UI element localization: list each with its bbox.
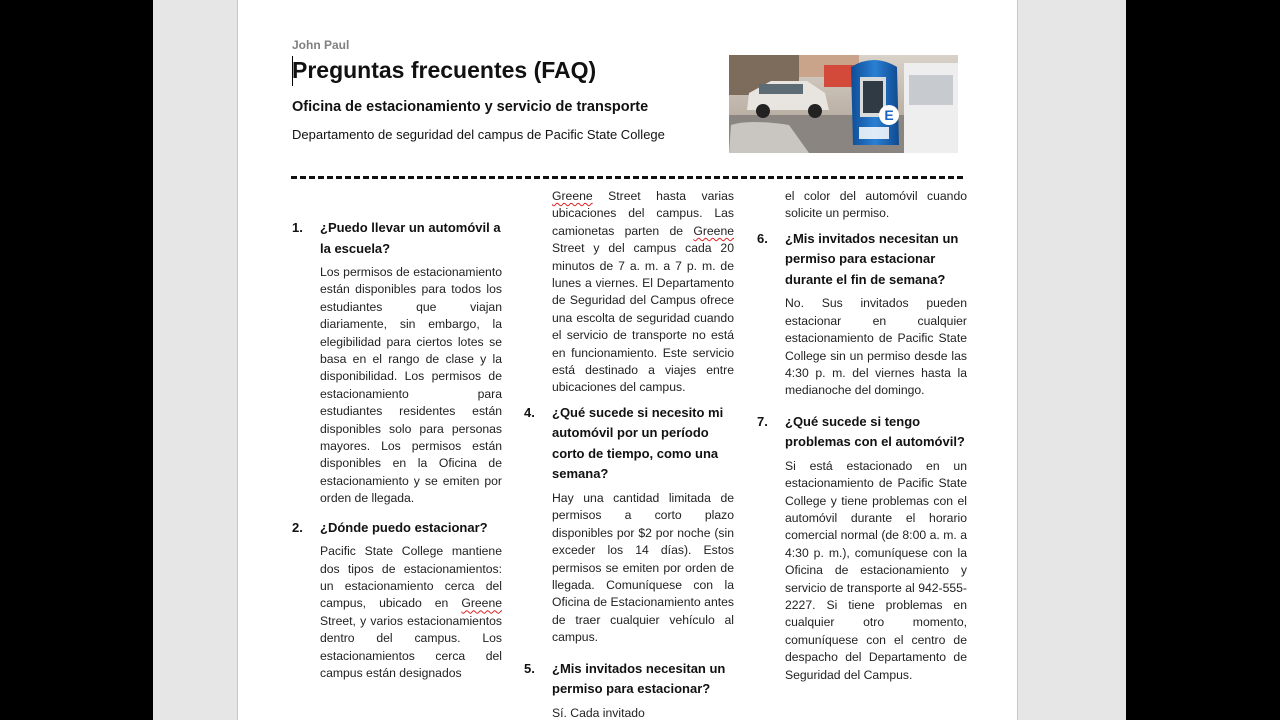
faq-answer-5[interactable]: Sí. Cada invitado xyxy=(552,705,645,720)
question-text: ¿Qué sucede si tengo problemas con el automóvil? xyxy=(785,413,965,450)
faq-question-1[interactable] xyxy=(292,218,502,259)
spellcheck-word[interactable]: Greene xyxy=(461,596,502,611)
faq-column-3 xyxy=(757,186,967,684)
section-divider xyxy=(291,176,963,179)
question-number: 6. xyxy=(757,230,768,246)
faq-question-5[interactable] xyxy=(524,659,734,700)
question-text: ¿Puedo llevar un automóvil a la escuela? xyxy=(320,220,501,256)
faq-column-2 xyxy=(524,186,734,720)
sign-letter: E xyxy=(884,107,894,123)
question-text: ¿Qué sucede si necesito mi automóvil por un período corto de tiempo, como una semana? xyxy=(552,404,724,482)
answer-text: Street, y varios estacionamientos dentro del campus. Los estacionamientos cerca del campus están designados xyxy=(320,613,502,681)
faq-answer-7[interactable]: Si está estacionado en un estacionamiento de Pacific State College y tiene problemas con el automóvil durante el horario comercial normal (de 8:00 a. m. a 4:30 p. m.), comuníquese con la Oficina de estacionamiento y servicio de transporte al 942-555-2227. Si tiene problemas en cualquier otro momento, comuníquese con el centro de despacho del Departamento de Seguridad del Campus. xyxy=(785,458,967,682)
faq-answer-6[interactable]: No. Sus invitados pueden estacionar en cualquier estacionamiento de Pacific State College sin un permiso desde las 4:30 p. m. del viernes hasta la medianoche del domingo. xyxy=(785,296,967,398)
faq-answer-5-continued[interactable]: el color del automóvil cuando solicite un permiso. xyxy=(785,189,967,221)
faq-answer-3-continued[interactable] xyxy=(552,188,734,397)
spellcheck-word[interactable]: Greene xyxy=(693,223,734,238)
faq-answer-2[interactable] xyxy=(320,543,502,682)
question-number: 1. xyxy=(292,220,303,235)
faq-question-6[interactable] xyxy=(757,229,967,291)
question-text: ¿Mis invitados necesitan un permiso para estacionar? xyxy=(552,660,726,697)
answer-text: Street y del campus cada 20 minutos de 7 a. m. a 7 p. m. de lunes a viernes. El Departamento de Seguridad del Campus ofrece una escolta de seguridad cuando el servicio de transporte no está en funcionamiento. Este servicio está destinado a viajes entre ubicaciones del campus. xyxy=(552,241,734,395)
author-name: John Paul xyxy=(292,38,350,52)
faq-answer-4[interactable]: Hay una cantidad limitada de permisos a corto plazo disponibles por $2 por noche (sin exceder los 14 días). Estos permisos se emiten por orden de llegada. Comuníquese con la Oficina de Estacionamiento antes de traer cualquier vehículo al campus. xyxy=(552,490,734,645)
faq-question-7[interactable] xyxy=(757,412,967,453)
question-number: 2. xyxy=(292,519,303,535)
faq-column-1 xyxy=(292,186,502,682)
faq-answer-1[interactable]: Los permisos de estacionamiento están disponibles para todos los estudiantes que viajan diariamente, sin embargo, la elegibilidad para ciertos lotes se basa en el rango de clase y la disponibilidad. Los permisos de estacionamiento para estudiantes residentes están disponibles solo para personas mayores. Los permisos están disponibles en la Oficina de estacionamiento y se emiten por orden de llegada. xyxy=(320,265,502,506)
department-line[interactable]: Departamento de seguridad del campus de Pacific State College xyxy=(292,127,665,142)
question-number: 7. xyxy=(757,413,768,429)
spellcheck-word[interactable]: Greene xyxy=(552,189,593,203)
question-number: 5. xyxy=(524,660,535,676)
page-subtitle[interactable]: Oficina de estacionamiento y servicio de transporte xyxy=(292,99,649,115)
faq-question-2[interactable] xyxy=(292,518,502,539)
parking-meter-photo[interactable] xyxy=(729,55,958,153)
question-number: 4. xyxy=(524,404,535,420)
question-text: ¿Dónde puedo estacionar? xyxy=(320,519,488,535)
faq-question-4[interactable] xyxy=(524,403,734,485)
page-title[interactable]: Preguntas frecuentes (FAQ) xyxy=(292,57,597,83)
answer-text: Pacific State College mantiene dos tipos de estacionamientos: un estacionamiento cerca del campus, ubicado en xyxy=(320,544,502,611)
answer-text: Street hasta varias ubicaciones del campus. Las camionetas parten de xyxy=(552,189,734,238)
photo-image xyxy=(729,55,958,153)
question-text: ¿Mis invitados necesitan un permiso para estacionar durante el fin de semana? xyxy=(785,230,959,287)
document-page[interactable] xyxy=(237,0,1018,720)
